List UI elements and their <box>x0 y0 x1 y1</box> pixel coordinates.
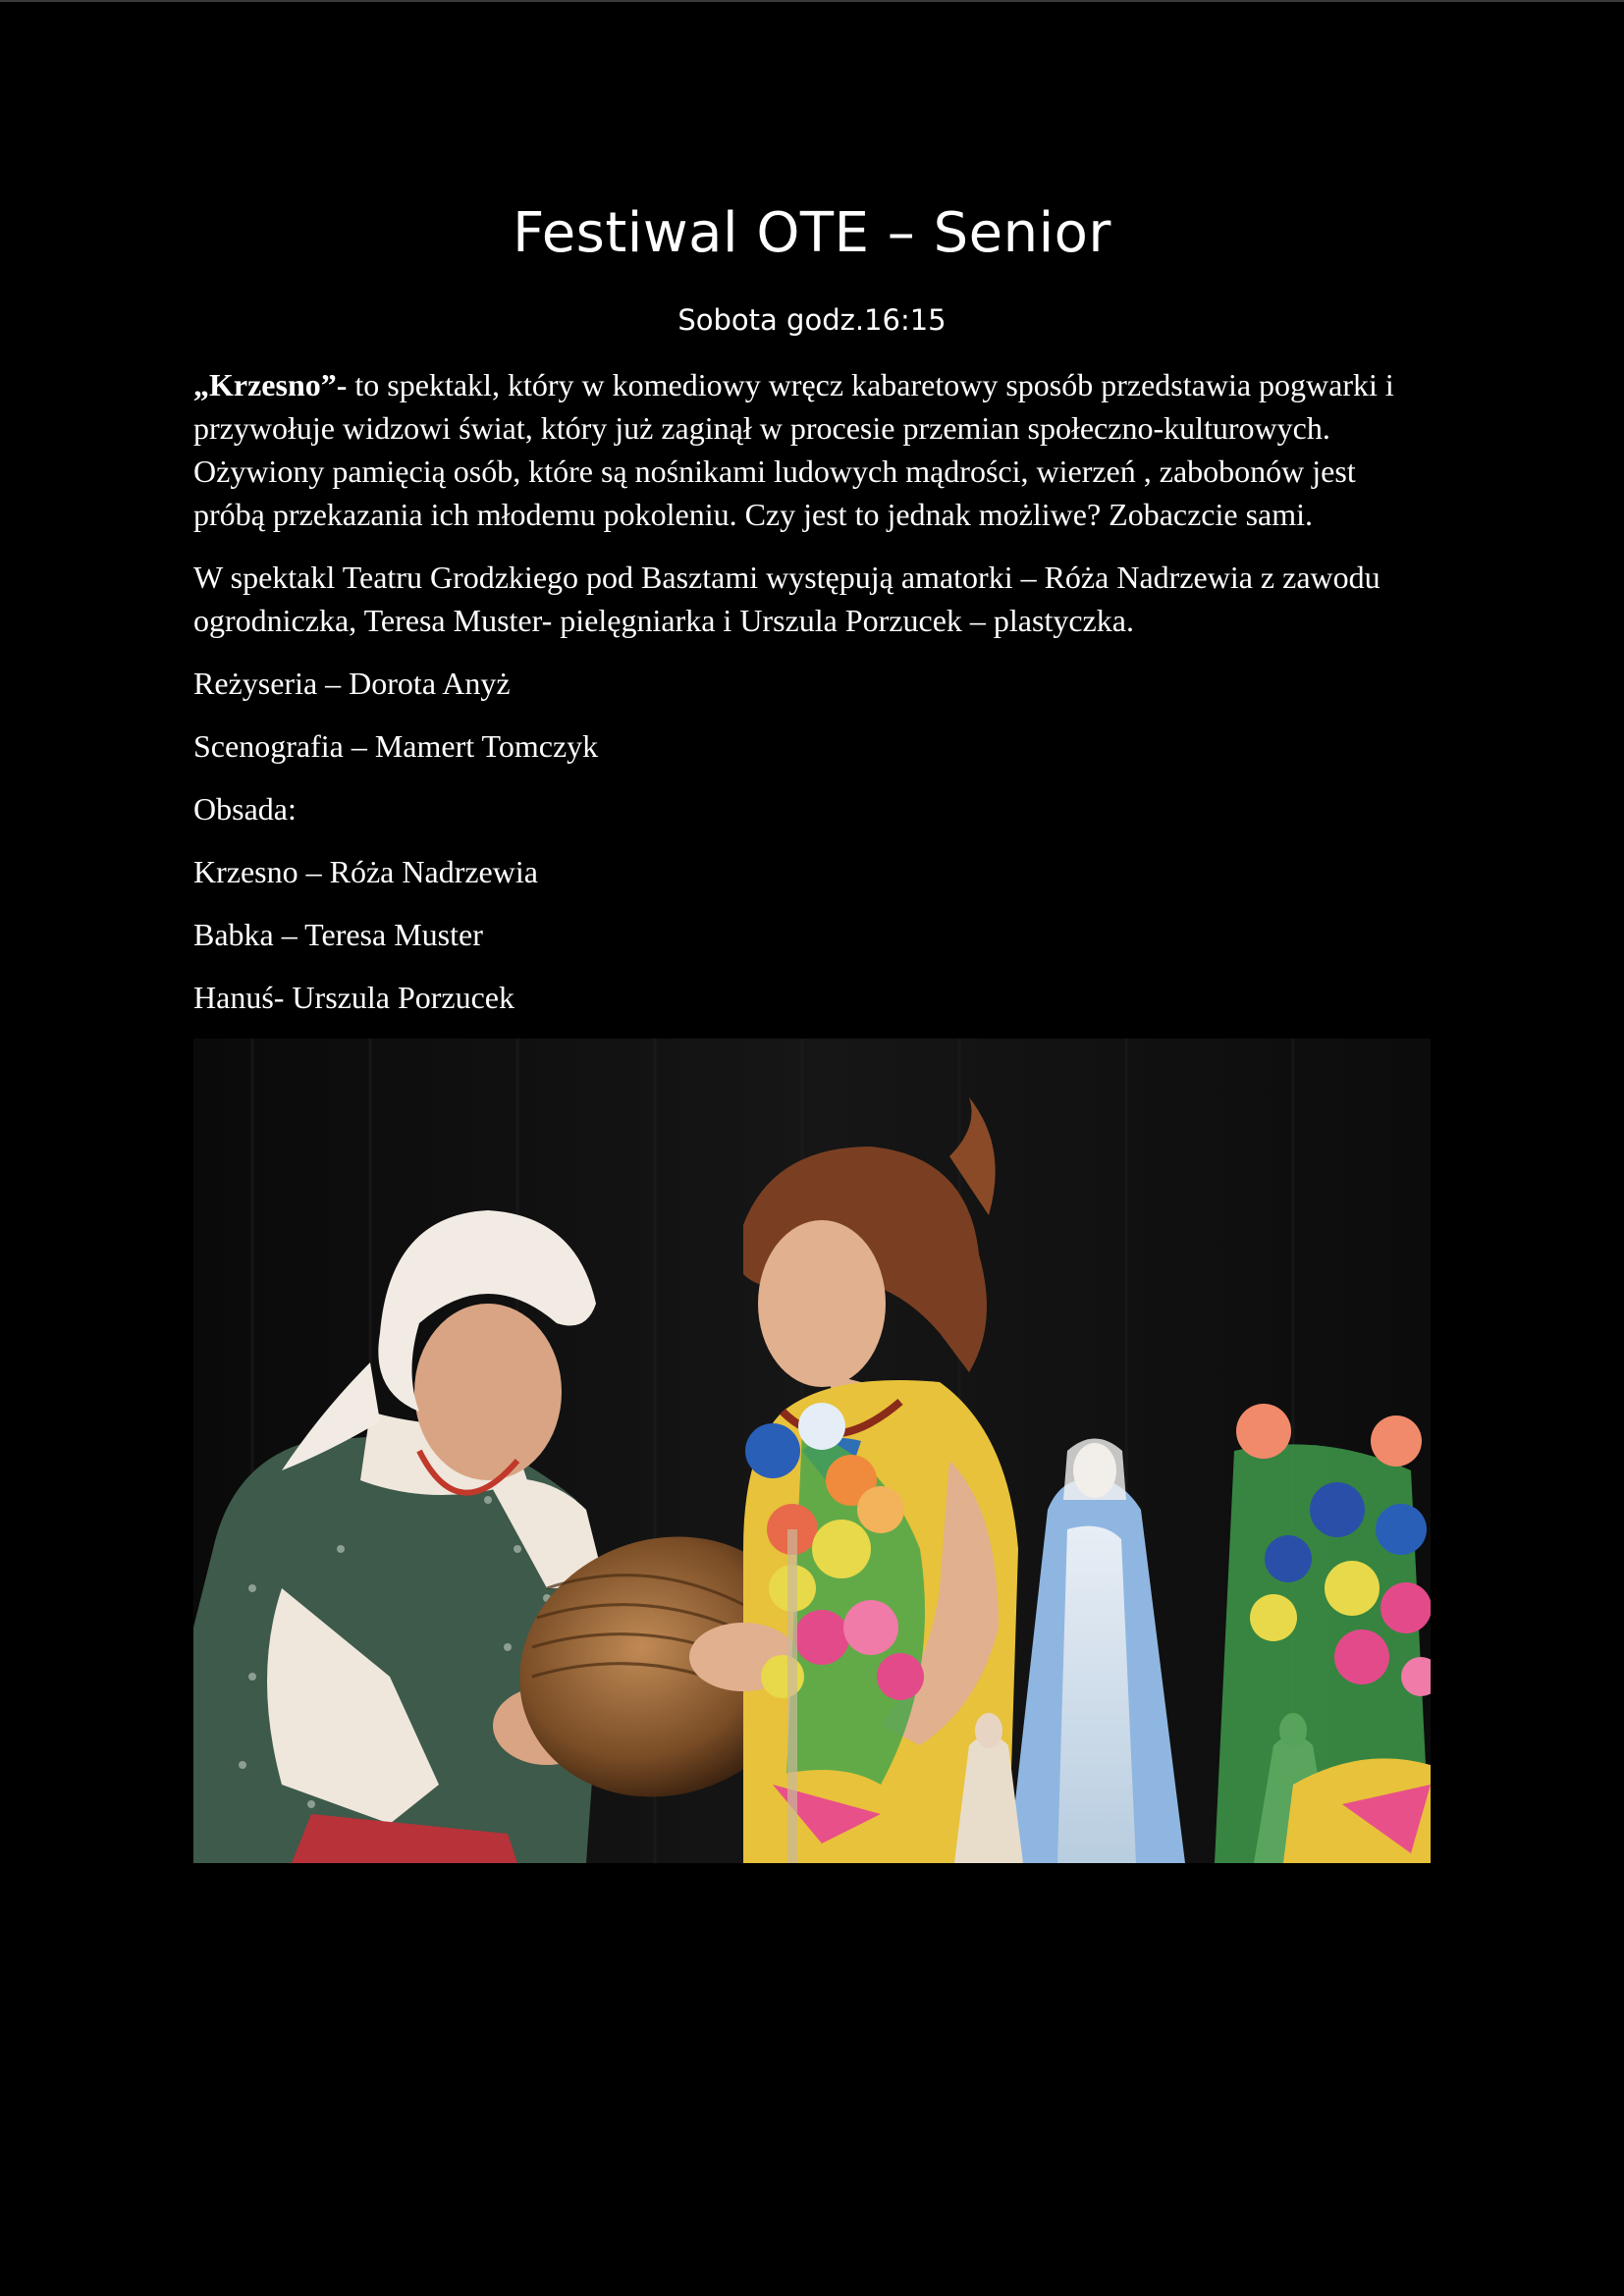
direction-credit: Reżyseria – Dorota Anyż <box>193 666 511 701</box>
intro-paragraph <box>193 363 1433 536</box>
scenography-credit: Scenografia – Mamert Tomczyk <box>193 728 599 764</box>
cast-item: Hanuś- Urszula Porzucek <box>193 980 514 1015</box>
page-title: Festiwal OTE – Senior <box>513 201 1111 265</box>
cast-description-paragraph: W spektakl Teatru Grodzkiego pod Basztami występują amatorki – Róża Nadrzewia z zawodu ogrodniczka, Teresa Muster- pielęgniarka i Urszula Porzucek – plastyczka. <box>193 560 1380 638</box>
cast-item: Babka – Teresa Muster <box>193 917 483 952</box>
play-title-lead: „Krzesno”- <box>193 367 348 402</box>
page-top-border <box>0 0 1624 2</box>
intro-text: to spektakl, który w komediowy wręcz kabaretowy sposób przedstawia pogwarki i przywołuje widzowi świat, który już zaginął w procesie przemian społeczno-kulturowych. Ożywiony pamięcią osób, które są nośnikami ludowych mądrości, wierzeń , zabobonów jest próbą przekazania ich młodemu pokoleniu. Czy jest to jednak możliwe? Zobaczcie sami. <box>193 367 1394 532</box>
performance-photo <box>193 1039 1431 1863</box>
flower-bouquet-right <box>1215 1404 1431 1863</box>
cast-heading: Obsada: <box>193 791 297 827</box>
event-time: Sobota godz.16:15 <box>677 303 947 337</box>
cast-item: Krzesno – Róża Nadrzewia <box>193 854 538 889</box>
document-body <box>193 363 1433 1039</box>
